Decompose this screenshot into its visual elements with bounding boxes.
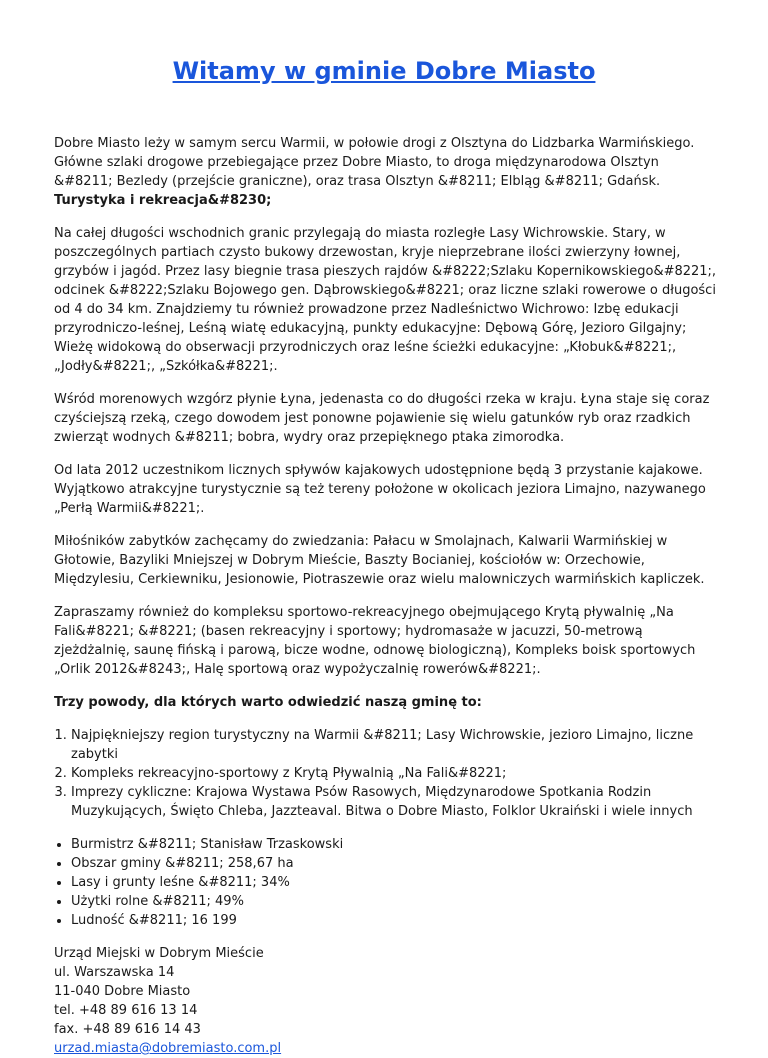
office-name: Urząd Miejski w Dobrym Mieście xyxy=(54,946,264,961)
list-item: 2. Kompleks rekreacyjno-sportowy z Krytą Pływalnią „Na Fali&#8221; xyxy=(71,764,718,783)
email-link[interactable]: urzad.miasta@dobremiasto.com.pl xyxy=(54,1041,282,1056)
phone: tel. +48 89 616 13 14 xyxy=(54,1003,198,1018)
list-item: • Lasy i grunty leśne &#8211; 34% xyxy=(71,873,718,892)
paragraph-monuments: Miłośników zabytków zachęcamy do zwiedzania: Pałacu w Smolajnach, Kalwarii Warmińskiej w Głotowie, Bazyliki Mniejszej w Dobrym Mieście, Baszty Bocianiej, kościołów w: Orzechowie, Międzylesiu, Cerkiewniku, Jesionowie, Piotraszewie oraz wielu malowniczych warmińskich kapliczek. xyxy=(54,534,705,587)
contact-address xyxy=(54,944,718,1058)
intro-bold-text: Turystyka i rekreacja&#8230; xyxy=(54,193,272,208)
paragraph-sports: Zapraszamy również do kompleksu sportowo-rekreacyjnego obejmującego Krytą pływalnię „Na Fali&#8221; &#8221; (basen rekreacyjny i sportowy; hydromasaże w jacuzzi, 50-metrową zjeżdżalnię, saunę fińską i parową, bicze wodne, odnowę biologiczną), Kompleks boisk sportowych „Orlik 2012&#8243;, Halę sportową oraz wypożyczalnię rowerów&#8221;. xyxy=(54,605,696,677)
paragraph-kayaks: Od lata 2012 uczestnikom licznych spływów kajakowych udostępnione będą 3 przystanie kajakowe. Wyjątkowo atrakcyjne turystycznie są też tereny położone w okolicach jeziora Limajno, nazywanego „Perłą Warmii&#8221;. xyxy=(54,463,706,516)
facts-list xyxy=(54,835,718,930)
paragraph-river: Wśród morenowych wzgórz płynie Łyna, jedenasta co do długości rzeka w kraju. Łyna staje się coraz czyściejszą rzeką, czego dowodem jest ponowne pojawienie się wielu gatunków ryb oraz rzadkich zwierząt wodnych &#8211; bobra, wydry oraz przepięknego ptaka zimorodka. xyxy=(54,392,710,445)
list-item: • Obszar gminy &#8211; 258,67 ha xyxy=(71,854,718,873)
article-body xyxy=(54,134,718,1058)
page-title xyxy=(0,54,768,88)
intro-paragraph xyxy=(54,134,718,210)
list-item: 1. Najpiękniejszy region turystyczny na Warmii &#8211; Lasy Wichrowskie, jezioro Limajno, liczne zabytki xyxy=(71,726,718,764)
list-item: • Ludność &#8211; 16 199 xyxy=(71,911,718,930)
reasons-heading: Trzy powody, dla których warto odwiedzić naszą gminę to: xyxy=(54,695,482,710)
street: ul. Warszawska 14 xyxy=(54,965,175,980)
list-item: • Burmistrz &#8211; Stanisław Trzaskowski xyxy=(71,835,718,854)
intro-text: Dobre Miasto leży w samym sercu Warmii, w połowie drogi z Olsztyna do Lidzbarka Warmińskiego. Główne szlaki drogowe przebiegające przez Dobre Miasto, to droga międzynarodowa Olsztyn &#8211; Bezledy (przejście graniczne), oraz trasa Olsztyn &#8211; Elbląg &#8211; Gdańsk. xyxy=(54,136,695,189)
paragraph-forests: Na całej długości wschodnich granic przylegają do miasta rozległe Lasy Wichrowskie. Stary, w poszczególnych partiach czysto bukowy drzewostan, kryje nieprzebrane ilości zwierzyny łownej, grzybów i jagód. Przez lasy biegnie trasa pieszych rajdów &#8222;Szlaku Kopernikowskiego&#8221;, odcinek &#8222;Szlaku Bojowego gen. Dąbrowskiego&#8221; oraz liczne szlaki rowerowe o długości od 4 do 34 km. Znajdziemy tu również prowadzone przez Nadleśnictwo Wichrowo: Izbę edukacji przyrodniczo-leśnej, Leśną wiatę edukacyjną, punkty edukacyjne: Dębową Górę, Jezioro Gilgajny; Wieżę widokową do obserwacji przyrodniczych oraz leśne ścieżki edukacyjne: „Kłobuk&#8221;, „Jodły&#8221;, „Szkółka&#8221;. xyxy=(54,226,717,374)
postal-city: 11-040 Dobre Miasto xyxy=(54,984,191,999)
title-link[interactable]: Witamy w gminie Dobre Miasto xyxy=(172,57,596,85)
list-item: 3. Imprezy cykliczne: Krajowa Wystawa Psów Rasowych, Międzynarodowe Spotkania Rodzin Muzykujących, Święto Chleba, Jazzteaval. Bitwa o Dobre Miasto, Folklor Ukraiński i wiele innych xyxy=(71,783,718,821)
list-item: • Użytki rolne &#8211; 49% xyxy=(71,892,718,911)
fax: fax. +48 89 616 14 43 xyxy=(54,1022,201,1037)
reasons-list xyxy=(54,726,718,821)
